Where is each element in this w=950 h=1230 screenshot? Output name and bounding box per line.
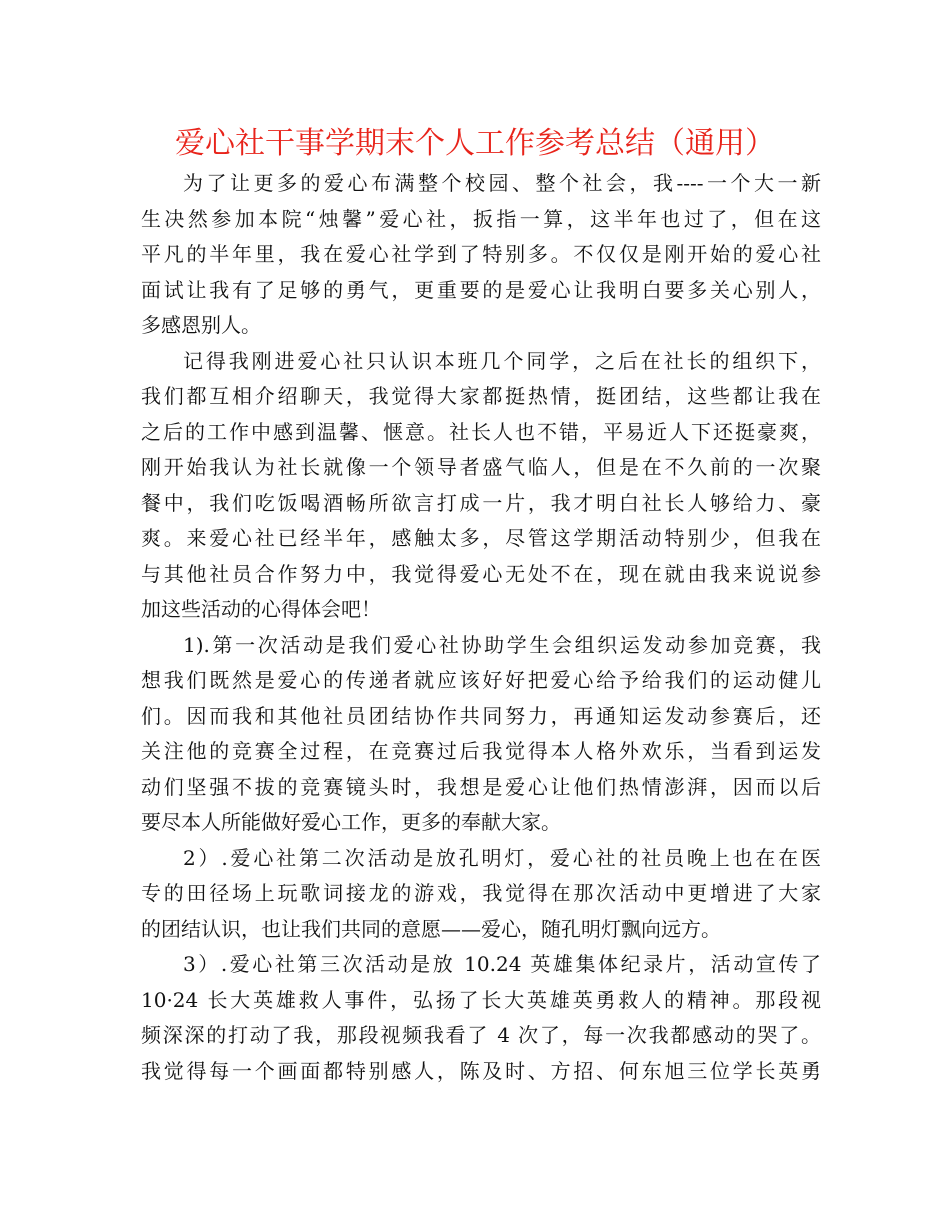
- text-line: 爽。来爱心社已经半年，感触太多，尽管这学期活动特别少，但我在: [141, 526, 821, 550]
- document-title: 爱心社干事学期末个人工作参考总结（通用）: [175, 126, 775, 161]
- text-line: 与其他社员合作努力中，我觉得爱心无处不在，现在就由我来说说参: [141, 561, 821, 586]
- text-line: 生决然参加本院“烛馨”爱心社，扳指一算，这半年也过了，但在这: [141, 206, 821, 231]
- text-line: 动们坚强不拔的竞赛镜头时，我想是爱心让他们热情澎湃，因而以后: [141, 774, 821, 799]
- paragraph-1: [141, 166, 821, 344]
- text-line: 想我们既然是爱心的传递者就应该好好把爱心给予给我们的运动健儿: [141, 668, 821, 692]
- text-line: 加这些活动的心得体会吧！: [141, 597, 381, 621]
- text-line: 专的田径场上玩歌词接龙的游戏，我觉得在那次活动中更增进了大家: [141, 881, 821, 905]
- text-line: 2）.爱心社第二次活动是放孔明灯，爱心社的社员晚上也在在医: [183, 845, 821, 870]
- text-line: 刚开始我认为社长就像一个领导者盛气临人，但是在不久前的一次聚: [141, 455, 821, 479]
- text-line: 餐中，我们吃饭喝酒畅所欲言打成一片，我才明白社长人够给力、豪: [141, 490, 821, 515]
- paragraph-5: [141, 947, 821, 1089]
- text-line: 我觉得每一个画面都特别感人，陈及时、方招、何东旭三位学长英勇: [141, 1058, 821, 1083]
- text-line: 记得我刚进爱心社只认识本班几个同学，之后在社长的组织下，: [183, 348, 821, 373]
- text-line: 之后的工作中感到温馨、惬意。社长人也不错，平易近人下还挺豪爽，: [141, 419, 821, 444]
- text-line: 10·24 长大英雄救人事件，弘扬了长大英雄英勇救人的精神。那段视: [141, 987, 821, 1012]
- text-line: 要尽本人所能做好爱心工作，更多的奉献大家。: [141, 810, 561, 834]
- text-line: 关注他的竞赛全过程，在竞赛过后我觉得本人格外欢乐，当看到运发: [141, 739, 821, 763]
- text-line: 的团结认识，也让我们共同的意愿——爱心，随孔明灯飘向远方。: [141, 916, 721, 941]
- text-line: 多感恩别人。: [141, 313, 261, 337]
- text-line: 平凡的半年里，我在爱心社学到了特别多。不仅仅是刚开始的爱心社: [141, 242, 821, 266]
- text-line: 频深深的打动了我，那段视频我看了 4 次了，每一次我都感动的哭了。: [141, 1023, 821, 1047]
- paragraph-3: [141, 628, 821, 841]
- text-line: 面试让我有了足够的勇气，更重要的是爱心让我明白要多关心别人，: [141, 277, 821, 302]
- text-line: 们。因而我和其他社员团结协作共同努力，再通知运发动参赛后，还: [141, 703, 821, 728]
- text-line: 我们都互相介绍聊天，我觉得大家都挺热情，挺团结，这些都让我在: [141, 384, 821, 408]
- paragraph-4: [141, 841, 821, 948]
- text-line: 1).第一次活动是我们爱心社协助学生会组织运发动参加竞赛，我: [183, 632, 821, 657]
- document-body: [141, 166, 821, 1089]
- text-line: 为了让更多的爱心布满整个校园、整个社会，我----一个大一新: [183, 171, 821, 195]
- paragraph-2: [141, 344, 821, 628]
- text-line: 3）.爱心社第三次活动是放 10.24 英雄集体纪录片，活动宣传了: [183, 952, 821, 976]
